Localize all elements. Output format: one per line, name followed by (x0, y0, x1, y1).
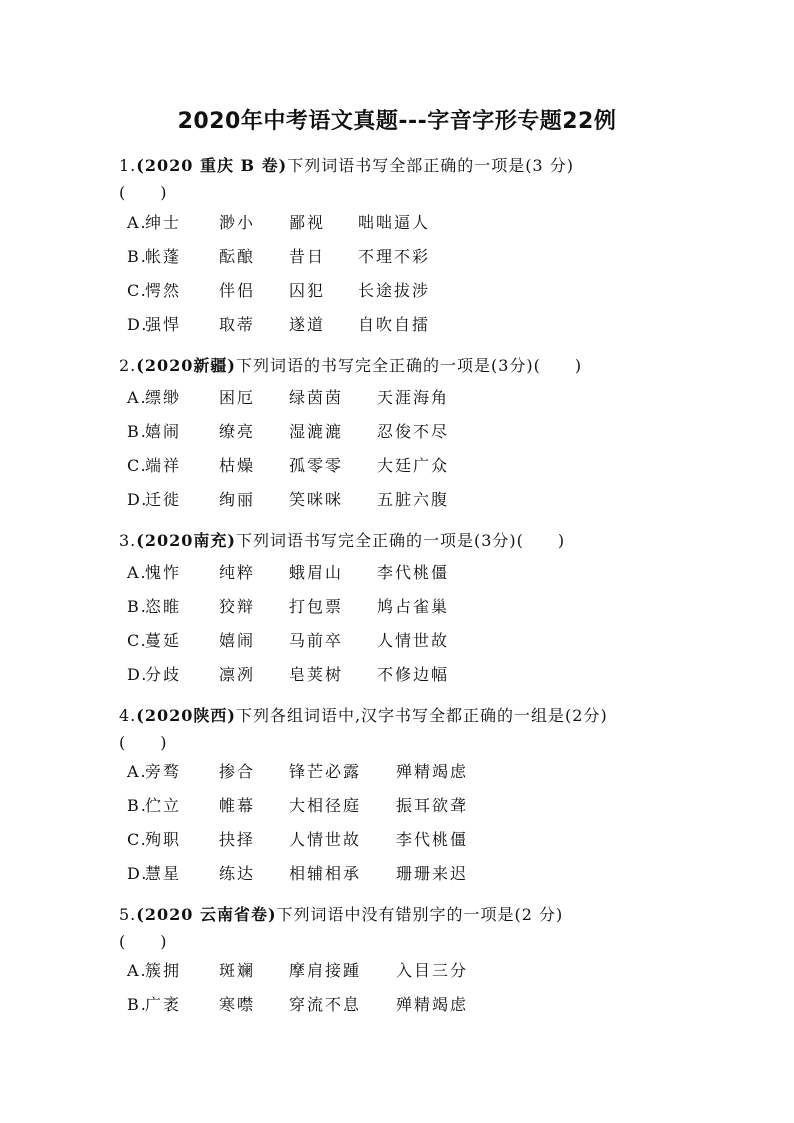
option-label: D. (127, 864, 149, 883)
option-label: D. (127, 490, 149, 509)
option-word: 广袤 (145, 995, 182, 1014)
option-label: A. (127, 762, 148, 781)
option-label: A. (127, 213, 148, 232)
option-word: 嬉闹 (145, 422, 182, 441)
option-word: 蔓延 (145, 631, 182, 650)
option-word: 强悍 (145, 315, 182, 334)
option-word: 昔日 (289, 247, 326, 266)
option-label: A. (127, 563, 148, 582)
option-label: B. (127, 597, 148, 616)
question-stem: 下列词语的书写完全正确的一项是(3分) (235, 356, 534, 375)
option-word: 抉择 (219, 830, 256, 849)
option-label: D. (127, 665, 149, 684)
option-word: 缥缈 (145, 388, 182, 407)
option-word: 纯粹 (219, 563, 256, 582)
option-word: 殚精竭虑 (396, 762, 469, 781)
option-label: C. (127, 830, 148, 849)
option-word: 振耳欲聋 (396, 796, 469, 815)
option-word: 摩肩接踵 (289, 961, 362, 980)
question-source: (2020新疆) (136, 356, 236, 375)
question-5 (119, 901, 679, 955)
option-word: 渺小 (219, 213, 256, 232)
answer-blank: ( ) (119, 733, 168, 752)
option-word: 绿茵茵 (289, 388, 344, 407)
option-word: 帷幕 (219, 796, 256, 815)
option-word: 殉职 (145, 830, 182, 849)
option-word: 枯燥 (219, 456, 256, 475)
option-word: 咄咄逼人 (358, 213, 431, 232)
question-number: 4. (119, 706, 137, 725)
document-title: 2020年中考语文真题---字音字形专题22例 (177, 109, 617, 134)
option-word: 鄙视 (289, 213, 326, 232)
option-word: 大廷广众 (377, 456, 450, 475)
option-word: 蛾眉山 (289, 563, 344, 582)
answer-blank: ( ) (119, 183, 168, 202)
option-word: 愧怍 (145, 563, 182, 582)
option-word: 马前卒 (289, 631, 344, 650)
option-word: 练达 (219, 864, 256, 883)
option-word: 寒噤 (219, 995, 256, 1014)
answer-blank: ( ) (533, 356, 583, 375)
option-word: 困厄 (219, 388, 256, 407)
option-word: 酝酿 (219, 247, 256, 266)
option-label: A. (127, 388, 148, 407)
option-word: 忍俊不尽 (377, 422, 450, 441)
option-word: 斑斓 (219, 961, 256, 980)
option-label: B. (127, 247, 148, 266)
question-source: (2020 重庆 B 卷) (136, 156, 288, 175)
option-label: A. (127, 961, 148, 980)
option-word: 旁骛 (145, 762, 182, 781)
option-word: 相辅相承 (289, 864, 362, 883)
option-word: 缭亮 (219, 422, 256, 441)
option-word: 大相径庭 (289, 796, 362, 815)
question-number: 5. (119, 905, 137, 924)
option-word: 取蒂 (219, 315, 256, 334)
question-source: (2020 云南省卷) (136, 905, 277, 924)
option-word: 人情世故 (377, 631, 450, 650)
option-word: 慧星 (145, 864, 182, 883)
option-label: C. (127, 281, 148, 300)
option-word: 李代桃僵 (377, 563, 450, 582)
option-label: B. (127, 995, 148, 1014)
option-word: 孤零零 (289, 456, 344, 475)
option-label: C. (127, 631, 148, 650)
option-word: 珊珊来迟 (396, 864, 469, 883)
option-word: 伫立 (145, 796, 182, 815)
option-word: 帐蓬 (145, 247, 182, 266)
question-3 (119, 527, 679, 554)
option-word: 囚犯 (289, 281, 326, 300)
option-word: 穿流不息 (289, 995, 362, 1014)
option-word: 自吹自擂 (358, 315, 431, 334)
option-word: 五脏六腹 (377, 490, 450, 509)
question-stem: 下列词语书写完全正确的一项是(3分) (235, 531, 517, 550)
option-word: 嬉闹 (219, 631, 256, 650)
option-word: 簇拥 (145, 961, 182, 980)
question-stem: 下列词语中没有错别字的一项是(2 分) (276, 905, 564, 924)
question-source: (2020陕西) (136, 706, 236, 725)
option-label: B. (127, 422, 148, 441)
answer-blank: ( ) (516, 531, 566, 550)
option-label: B. (127, 796, 148, 815)
question-number: 1. (119, 156, 137, 175)
option-word: 绚丽 (219, 490, 256, 509)
option-word: 不理不彩 (358, 247, 431, 266)
option-word: 皂荚树 (289, 665, 344, 684)
option-label: C. (127, 456, 148, 475)
question-source: (2020南充) (136, 531, 236, 550)
answer-blank: ( ) (119, 932, 168, 951)
option-word: 锋芒必露 (289, 762, 362, 781)
option-word: 入目三分 (396, 961, 469, 980)
question-2 (119, 352, 679, 379)
question-stem: 下列词语书写全部正确的一项是(3 分) (287, 156, 574, 175)
option-word: 天涯海角 (377, 388, 450, 407)
option-word: 不修边幅 (377, 665, 450, 684)
question-number: 3. (119, 531, 137, 550)
option-word: 愕然 (145, 281, 182, 300)
option-word: 湿漉漉 (289, 422, 344, 441)
option-word: 端祥 (145, 456, 182, 475)
option-word: 恣睢 (145, 597, 182, 616)
option-word: 狡辩 (219, 597, 256, 616)
question-stem: 下列各组词语中,汉字书写全都正确的一组是(2分) (235, 706, 608, 725)
question-4 (119, 702, 679, 756)
option-word: 迁徙 (145, 490, 182, 509)
option-word: 伴侣 (219, 281, 256, 300)
option-word: 分歧 (145, 665, 182, 684)
option-word: 鸠占雀巢 (377, 597, 450, 616)
option-word: 人情世故 (289, 830, 362, 849)
option-word: 长途拔涉 (358, 281, 431, 300)
option-word: 遂道 (289, 315, 326, 334)
option-word: 掺合 (219, 762, 256, 781)
question-number: 2. (119, 356, 137, 375)
option-label: D. (127, 315, 149, 334)
question-1 (119, 152, 679, 206)
option-word: 打包票 (289, 597, 344, 616)
option-word: 笑咪咪 (289, 490, 344, 509)
option-word: 李代桃僵 (396, 830, 469, 849)
option-word: 殚精竭虑 (396, 995, 469, 1014)
option-word: 凛冽 (219, 665, 256, 684)
option-word: 绅士 (145, 213, 182, 232)
